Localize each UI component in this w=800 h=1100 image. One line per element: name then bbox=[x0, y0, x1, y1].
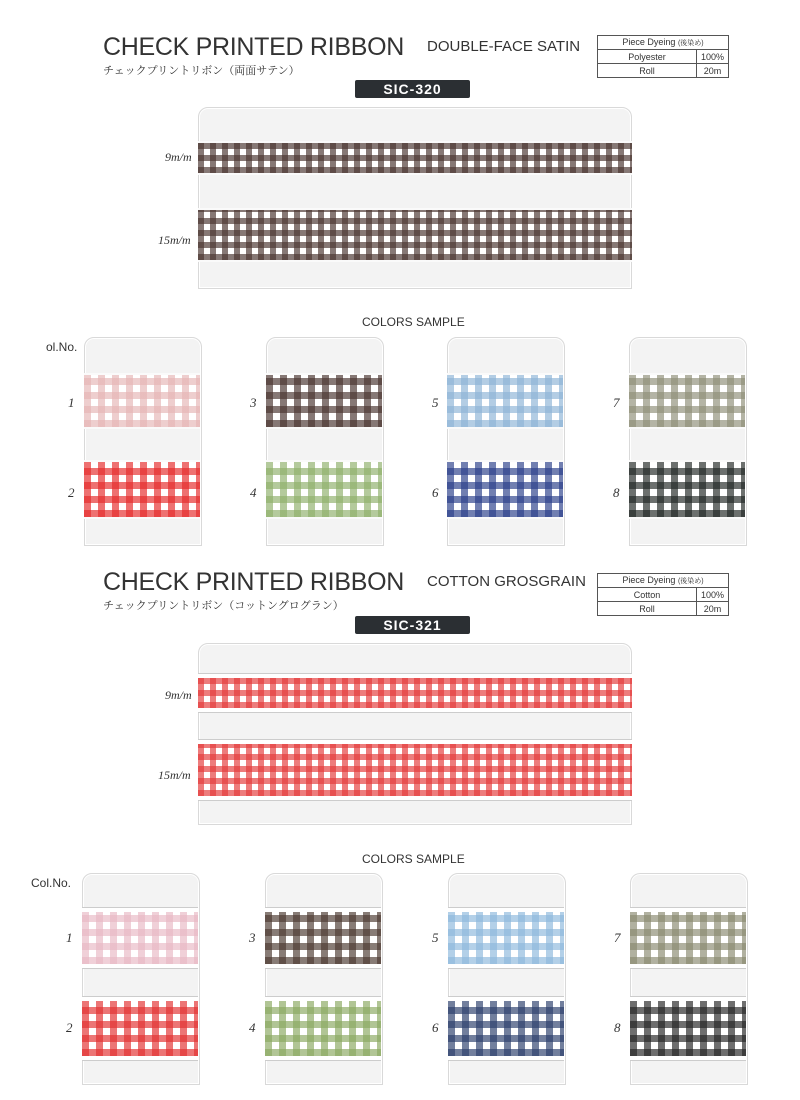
swatch-number: 7 bbox=[614, 930, 621, 945]
swatch-ribbon bbox=[448, 997, 564, 1060]
product-title: CHECK PRINTED RIBBON bbox=[103, 33, 404, 61]
col-no-label: Col.No. bbox=[31, 876, 72, 890]
spec-roll-length: 20m bbox=[697, 64, 729, 78]
product-code: SIC-320 bbox=[355, 80, 470, 98]
swatch-ribbon bbox=[630, 908, 746, 968]
spec-material: Cotton bbox=[598, 588, 697, 602]
swatch-ribbon bbox=[84, 373, 200, 429]
spec-row bbox=[598, 64, 729, 78]
spec-material: Polyester bbox=[598, 50, 697, 64]
swatch-ribbon bbox=[266, 460, 382, 519]
swatch-number: 4 bbox=[249, 1020, 256, 1035]
colors-sample-label: COLORS SAMPLE bbox=[362, 315, 465, 329]
swatch-number: 1 bbox=[68, 395, 75, 410]
swatch-ribbon bbox=[629, 373, 745, 429]
spec-row bbox=[598, 574, 729, 588]
spec-roll: Roll bbox=[598, 64, 697, 78]
product-subtitle: COTTON GROSGRAIN bbox=[427, 573, 586, 590]
spec-dyeing: Piece Dyeing (後染め) bbox=[598, 36, 729, 50]
size-label-9mm: 9m/m bbox=[165, 150, 192, 164]
swatch-number: 6 bbox=[432, 1020, 439, 1035]
swatch-ribbon bbox=[630, 997, 746, 1060]
swatch-number: 8 bbox=[613, 485, 620, 500]
swatch-number: 3 bbox=[250, 395, 257, 410]
swatch-ribbon bbox=[266, 373, 382, 429]
product-title-jp: チェックプリントリボン（両面サテン） bbox=[103, 64, 300, 77]
swatch-number: 2 bbox=[68, 485, 75, 500]
swatch-number: 6 bbox=[432, 485, 439, 500]
swatch-number: 5 bbox=[432, 395, 439, 410]
spec-row bbox=[598, 588, 729, 602]
spec-percent: 100% bbox=[697, 50, 729, 64]
spec-percent: 100% bbox=[697, 588, 729, 602]
swatch-ribbon bbox=[84, 460, 200, 519]
swatch-number: 8 bbox=[614, 1020, 621, 1035]
swatch-ribbon bbox=[265, 908, 381, 968]
swatch-ribbon bbox=[447, 460, 563, 519]
col-no-label: ol.No. bbox=[46, 340, 78, 354]
ribbon-15mm bbox=[198, 208, 632, 262]
swatch-number: 4 bbox=[250, 485, 257, 500]
spec-table bbox=[597, 573, 729, 616]
swatch-ribbon bbox=[82, 997, 198, 1060]
swatch-ribbon bbox=[447, 373, 563, 429]
size-label-15mm: 15m/m bbox=[158, 233, 191, 247]
swatch-number: 3 bbox=[249, 930, 256, 945]
ribbon-15mm bbox=[198, 740, 632, 800]
product-title-jp: チェックプリントリボン（コットングログラン） bbox=[103, 599, 344, 612]
spec-row bbox=[598, 50, 729, 64]
swatch-number: 5 bbox=[432, 930, 439, 945]
swatch-number: 2 bbox=[66, 1020, 73, 1035]
size-label-9mm: 9m/m bbox=[165, 688, 192, 702]
spec-row bbox=[598, 602, 729, 616]
spec-roll: Roll bbox=[598, 602, 697, 616]
swatch-ribbon bbox=[265, 997, 381, 1060]
colors-sample-label: COLORS SAMPLE bbox=[362, 852, 465, 866]
product-code: SIC-321 bbox=[355, 616, 470, 634]
swatch-ribbon bbox=[82, 908, 198, 968]
spec-dyeing: Piece Dyeing (後染め) bbox=[598, 574, 729, 588]
product-subtitle: DOUBLE-FACE SATIN bbox=[427, 38, 581, 55]
product-title: CHECK PRINTED RIBBON bbox=[103, 568, 404, 596]
swatch-number: 1 bbox=[66, 930, 73, 945]
spec-roll-length: 20m bbox=[697, 602, 729, 616]
spec-table bbox=[597, 35, 729, 78]
size-label-15mm: 15m/m bbox=[158, 768, 191, 782]
ribbon-9mm bbox=[198, 674, 632, 712]
swatch-ribbon bbox=[448, 908, 564, 968]
swatch-number: 7 bbox=[613, 395, 620, 410]
swatch-ribbon bbox=[629, 460, 745, 519]
spec-row bbox=[598, 36, 729, 50]
ribbon-9mm bbox=[198, 141, 632, 175]
